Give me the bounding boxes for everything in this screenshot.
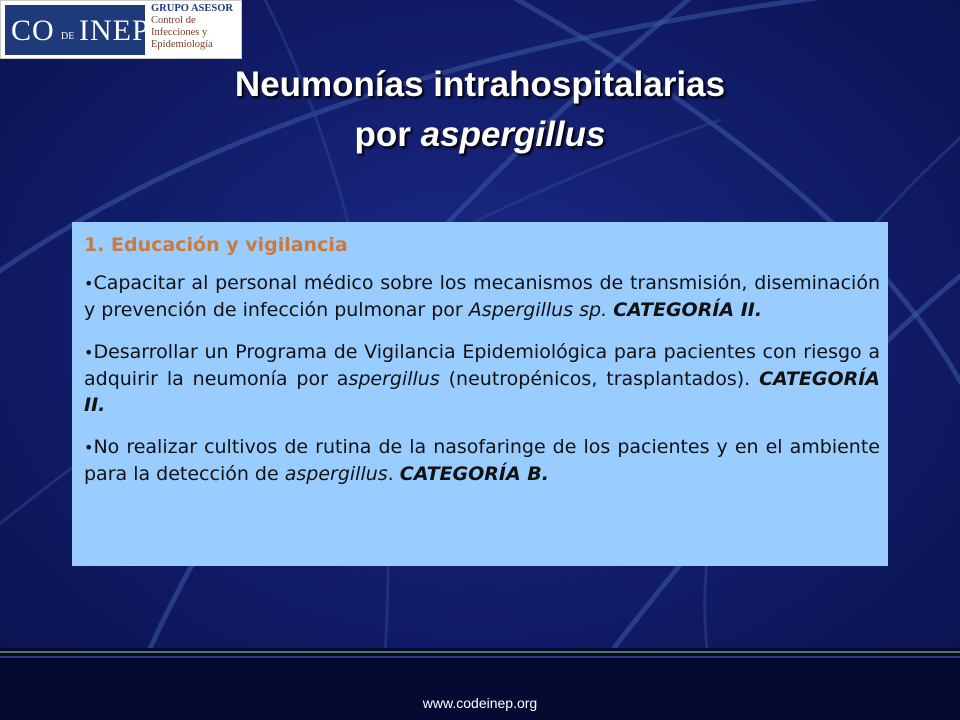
bullet-italic: Aspergillus sp. xyxy=(468,299,608,321)
title-line-1: Neumonías intrahospitalarias xyxy=(234,65,726,104)
bullet-icon: • xyxy=(84,438,94,457)
bullet-icon: • xyxy=(84,274,94,293)
slide-title xyxy=(120,60,840,160)
bullet-text-tail: . xyxy=(387,463,400,485)
content-box xyxy=(72,222,888,566)
footer-url[interactable]: www.codeinep.org xyxy=(422,695,538,711)
logo-mark xyxy=(5,5,150,55)
logo-text-line: Epidemiología xyxy=(151,39,213,50)
logo-de: DE xyxy=(61,31,75,42)
logo xyxy=(0,0,242,59)
bullet-text-tail: (neutropénicos, trasplantados). xyxy=(439,368,760,390)
bullet-text: Desarrollar un Programa de Vigilancia Epidemiológica para pacientes con riesgo a adquirir la neumonía por a xyxy=(84,341,880,390)
logo-co: CO xyxy=(11,14,55,47)
bullet-icon: • xyxy=(84,343,94,362)
bullet-item xyxy=(84,434,880,487)
category-label: CATEGORÍA II. xyxy=(84,368,880,416)
bullet-italic: spergillus xyxy=(348,368,440,390)
logo-text-line: GRUPO ASESOR xyxy=(151,3,233,14)
logo-text-line: Control de xyxy=(151,15,196,26)
bullet-item xyxy=(84,339,880,418)
category-label: CATEGORÍA B. xyxy=(399,463,550,485)
bullet-text: Capacitar al personal médico sobre los mecanismos de transmisión, diseminación y prevención de infección pulmonar por xyxy=(84,272,880,321)
bullet-text: No realizar cultivos de rutina de la nasofaringe de los pacientes y en el ambiente para la detección de xyxy=(84,436,880,485)
logo-text xyxy=(151,3,241,51)
bullet-item xyxy=(84,270,880,323)
title-line-2-prefix: por xyxy=(354,115,421,154)
logo-inep: INEP xyxy=(79,14,150,47)
logo-text-line: Infecciones y xyxy=(151,27,208,38)
section-heading: 1. Educación y vigilancia xyxy=(84,234,348,256)
bullet-italic: aspergillus xyxy=(284,463,388,485)
title-line-2-italic: aspergillus xyxy=(420,115,606,154)
title-line-2 xyxy=(120,110,840,160)
category-label: CATEGORÍA II. xyxy=(613,299,763,321)
